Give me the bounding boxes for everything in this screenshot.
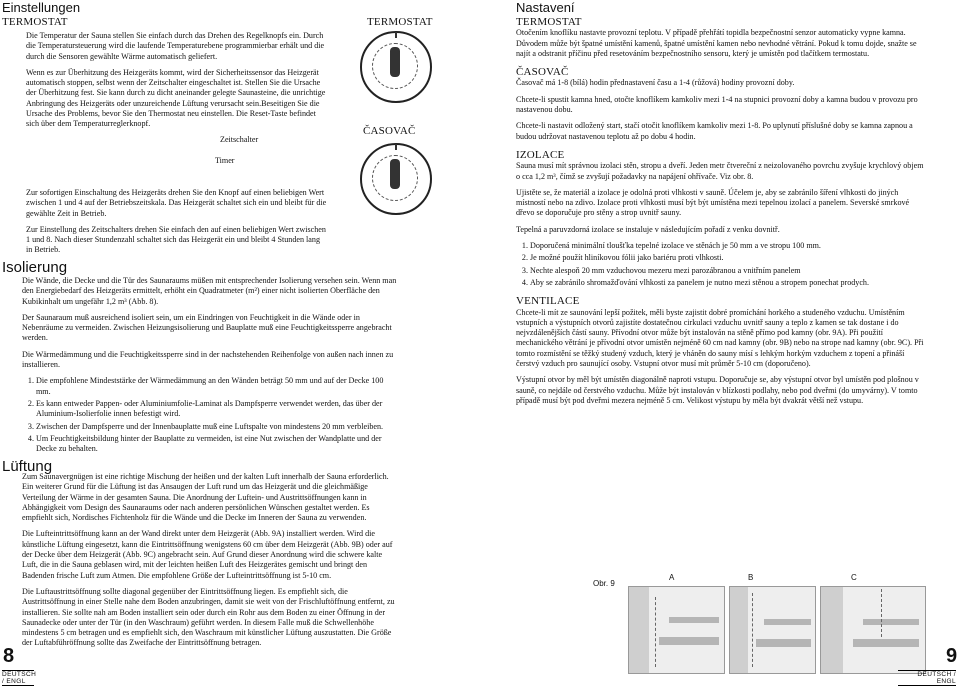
timer-text-2-cz: Chcete-li spustit kamna hned, otočte knoflíkem kamkoliv mezi 1-4 na stupnici provozní doby a kamna budou v provozu pro nastavenou dobu. — [516, 94, 918, 115]
page-number-right: 9 — [946, 645, 958, 667]
timer-text-1-cz: Časovač má 1-8 (bílá) hodin přednastavení času a 1-4 (růžová) hodiny provozní doby. — [516, 78, 795, 88]
isolation-text-1-cz: Sauna musí mít správnou izolaci stěn, stropu a dveří. Jeden metr čtvereční z neizolovaného povrchu zvyšuje krychlový objem o cca 1,2 m³, čímž se zvyšují požadavky na napájení ohřívače. Viz obr. 8. — [516, 161, 924, 181]
ventilation-title-cz: VENTILACE — [516, 295, 580, 308]
thermostat-title: TERMOSTAT — [2, 16, 68, 28]
isolation-text-3-cz: Tepelná a paruvzdorná izolace se instaluje v následujícím pořadí z venku dovnitř. — [516, 224, 780, 234]
figure-panel-b-label: B — [748, 573, 754, 582]
thermostat-text: Die Temperatur der Sauna stellen Sie einfach durch das Drehen des Regelknopfs ein. Durch die Temperatursteuerung wird die laufende Temperaturebene programmierbar erhält und die durch die Sensoren gewählte Wärme automatisch geliefert. — [26, 31, 325, 61]
heading-luftung: Lüftung — [2, 458, 53, 475]
figure-label: Obr. 9 — [593, 579, 615, 588]
caption-timer: Timer — [215, 156, 235, 165]
figure-9a-image — [628, 586, 725, 674]
isolation-text-2-cz: Ujistěte se, že materiál a izolace je odolná proti vlhkosti v sauně. Účelem je, aby se zabránilo šíření vlhkosti do jiných místností nebo na zdivo. Izolace proti vlhkosti musí být být umístěna mezi tepelnou izolací a panelem. Severské smrkové dřevo se doporučuje pro stěny a strop uvnitř sauny. — [516, 187, 910, 218]
timer-title-cz: ČASOVAČ — [516, 66, 569, 79]
timer-dial-icon — [360, 143, 432, 215]
ventilation-text-1: Zum Saunavergnügen ist eine richtige Mischung der heißen und der kalten Luft innerhalb der Sauna erforderlich. Ein weiterer Grund für die Lüftung ist das Ansaugen der Luft rund um das Heizgerät und die gleichmäßige Verteilung der Wärme in der gesamten Sauna. Die Anordnung der Luftein- und Austrittsöffnungen kann in Abhängigkeit vom Design des Saunaraums oder nach anderen persönlichen Wünschen gestaltet werden. Es empfiehlt sich, Nordisches Fichtenholz für die Wände und die Decke im Inneren der Sauna zu verwenden. — [22, 472, 389, 523]
thermostat-text-cz: Otočením knoflíku nastavte provozní teplotu. V případě přehřátí topidla bezpečnostní senzor automaticky vypne kamna. Důvodem může být špatné umístění kamenů, špatné umístění kamen nebo nevhodné větrání. Pokud k tomu dojde, snažte se najít a odstranit příčinu před resetováním bezpečnostního sensoru, který je umístěn pod tlačítkem termostatu. — [516, 28, 917, 58]
isolation-section — [22, 276, 398, 456]
heading-isolierung: Isolierung — [2, 259, 68, 276]
right-main-column — [516, 17, 924, 412]
timer-text-2: Zur Einstellung des Zeitschalters drehen Sie einfach den auf einen beliebigen Wert zwischen 1 und 8. Nach dieser Stundenzahl schaltet sich das Heizgerät ein und bleibt 4 Stunden lang in Betrieb. — [26, 224, 326, 255]
list-item: 1. Doporučená minimální tloušťka tepelné izolace ve stěnách je 50 mm a ve stropu 100 mm. — [530, 241, 924, 251]
list-item: 3. Zwischen der Dampfsperre und der Innenbauplatte muß eine Luftspalte von mindestens 20 mm verbleiben. — [36, 422, 398, 432]
figure-9b-image — [729, 586, 816, 674]
thermostat-section — [26, 31, 328, 136]
thermostat-title-cz: TERMOSTAT — [516, 16, 582, 28]
thermostat-dial-icon — [360, 31, 432, 103]
list-item: 2. Es kann entweder Pappen- oder Aluminiumfolie-Laminat als Dampfsperre verwendet werden, das über der Aluminium-Isolierfolie innen befestigt wird. — [36, 399, 398, 420]
timer-text-3-cz: Chcete-li nastavit odložený start, stačí otočit knoflíkem kamkoliv mezi 1-8. Po uplynutí příslušné doby se kamna zapnou a budou udržovat nastavenou teplotu až po dobu 4 hodin. — [516, 121, 913, 141]
figure-panel-a-label: A — [669, 573, 675, 582]
heading-nastaveni: Nastavení — [516, 0, 575, 15]
isolation-list — [22, 376, 398, 454]
ventilation-section — [22, 472, 398, 655]
list-item: 2. Je možné použít hliníkovou fólii jako bariéru proti vlhkosti. — [530, 253, 924, 263]
list-item: 4. Aby se zabránilo shromažďování vlhkosti za panelem je nutno mezi stěnou a stropem ponechat prodych. — [530, 278, 924, 288]
list-item: 1. Die empfohlene Mindeststärke der Wärmedämmung an den Wänden beträgt 50 mm und auf der Decke 100 mm. — [36, 376, 398, 397]
page-number-left: 8 — [3, 645, 15, 667]
isolation-text-2: Der Saunaraum muß ausreichend isoliert sein, um ein Eindringen von Feuchtigkeit in die Wände oder in Nebenräume zu vermeiden. Zwischen Heizungsisolierung und Bauplatte muß eine Feuchtigkeitssperre angebracht werden. — [22, 312, 392, 343]
caption-zeitschalter: Zeitschalter — [220, 135, 259, 144]
figure-9c-image — [820, 586, 926, 674]
dial-timer-label: ČASOVAČ — [363, 125, 416, 137]
dial-thermostat-label: TERMOSTAT — [367, 16, 433, 28]
ventilation-text-2-cz: Výstupní otvor by měl být umístěn diagonálně naproti vstupu. Doporučuje se, aby výstupní otvor byl umístěn pod plošnou v sauně, co nejdále od čerstvého vzduchu. Může být instalován v blízkosti podlahy, nebo pod dveřmi (do umyvárny). V tomto případě musí být pod dveřmi mezera nejméně 5 cm. Velikost výstupu by měla být dvakrát větší než vstupu. — [516, 375, 919, 405]
list-item: 3. Nechte alespoň 20 mm vzduchovou mezeru mezi parozábranou a vnitřním panelem — [530, 266, 924, 276]
timer-section — [26, 188, 328, 262]
footer-left: DEUTSCH / ENGL — [2, 671, 37, 685]
ventilation-text-1-cz: Chcete-li mít ze saunování lepší požitek, měli byste zajistit dobré promíchání horkého a studeného vzduchu. Umístěním vstupních a výstupních otvorů zajistíte dostatečnou cirkulaci vzduchu uvnitř sauny a teplo z kamen se tak dostane i do nejvzdálenějších částí sauny. Přívodní otvor může být instalován na stěně přímo pod kamny (obr. 9A). Při použití mechanického větrání je přívodní otvor umístěn nejméně 60 cm nad kamny (obr. 9B) nebo na strope nad kamny (obr. 9C). Při tomto rozmístění se těžký studený vzduch, který je vháněn do sauny mísí s lehkým horkým vzduchem z topení a přináší čerstvý vzduch pro saunující osoby. Vstupní otvor musí mít průměr 5-10 cm (doporučeno). — [516, 307, 924, 369]
ventilation-text-3: Die Luftaustrittsöffnung sollte diagonal gegenüber der Eintrittsöffnung liegen. Es empfiehlt sich, die Austrittsöffnung in einer Stelle nahe dem Boden anzubringen, damit sie weit von der Frischluftöffnung entfernt, zu installieren. Sie sollte nah am Boden installiert sein oder durch ein Rohr aus dem Boden zu einer Öffnung in der Saunadecke oder unter der Tür (in den Waschraum) geführt werden. In diesem Falle muß die Schwellenhöhe mindestens 5 cm betragen und es empfiehlt sich, den Waschraum mit künstlicher Lüftung auszustatten. Die Größe der Luftabführöffnung sollte das Zweifache der Eintrittsöffnung betragen. — [22, 586, 395, 648]
isolation-text-1: Die Wände, die Decke und die Tür des Saunaraums müßen mit entsprechender Isolierung versehen sein. Wenn man den Energiebedarf des Heizgeräts ermittelt, erhöht ein Quadratmeter (m²) einer nicht isolierten Oberfläche den Kubikinhalt um ungefähr 1,2 m³ (Abb. 8). — [22, 276, 397, 306]
list-item: 4. Um Feuchtigkeitsbildung hinter der Bauplatte zu vermeiden, ist eine Nut zwischen der Wandplatte und der Decke zu behalten. — [36, 434, 398, 455]
isolation-text-3: Die Wärmedämmung und die Feuchtigkeitssperre sind in der nachstehenden Reihenfolge von außen nach innen zu installieren. — [22, 349, 394, 370]
left-page — [0, 0, 480, 685]
overheat-text: Wenn es zur Überhitzung des Heizgeräts kommt, wird der Sicherheitssensor das Heizgerät automatisch stoppen, selbst wenn der Zeitschalter eingeschaltet ist. Stellen Sie die Ursache der Überhitzung fest. Sie kann durch zu dicht aneinander gelegte Saunasteine, die unrichtige Anbringung des Heizgeräts oder unzureichende Lüftung verursacht sein.Beseitigen Sie die Ursache des Problems, bevor Sie den Thermostat neu einstellen. Die Reset-Taste befindet sich über dem Temperaturreglerknopf. — [26, 67, 326, 129]
ventilation-text-2: Die Lufteintrittsöffnung kann an der Wand direkt unter dem Heizgerät (Abb. 9A) installiert werden. Wird die künstliche Lüftung eingesetzt, kann die Eintrittsöffnung wenigstens 60 cm über dem Heizgerät (Abb. 9B) oder auf der Decke über dem Heizgerät (Abb. 9C) angebracht sein. Auf Grund dieser Anordnung wird die schwere kalte Luft, die in die Sauna geblasen wird, mit der leichten heißen Luft des Heizgerätes gemischt und bringt den Badenden frische Luft zum Atmen. Die empfohlene Größe der Lufteintrittsöffnung ist 5-10 cm. — [22, 529, 393, 580]
isolation-list-cz — [516, 241, 924, 288]
figure-panel-c-label: C — [851, 573, 857, 582]
timer-text-1: Zur sofortigen Einschaltung des Heizgeräts drehen Sie den Knopf auf einen beliebigen Wert zwischen 1 und 4 auf der Betriebszeitskala. Das Heizgerät schaltet sich ein und bleibt für die gewählte Zeit in Betrieb. — [26, 188, 327, 218]
heading-einstellungen: Einstellungen — [2, 0, 81, 15]
isolation-title-cz: IZOLACE — [516, 148, 565, 161]
footer-right: DEUTSCH / ENGL — [898, 670, 956, 686]
right-page — [480, 0, 960, 685]
